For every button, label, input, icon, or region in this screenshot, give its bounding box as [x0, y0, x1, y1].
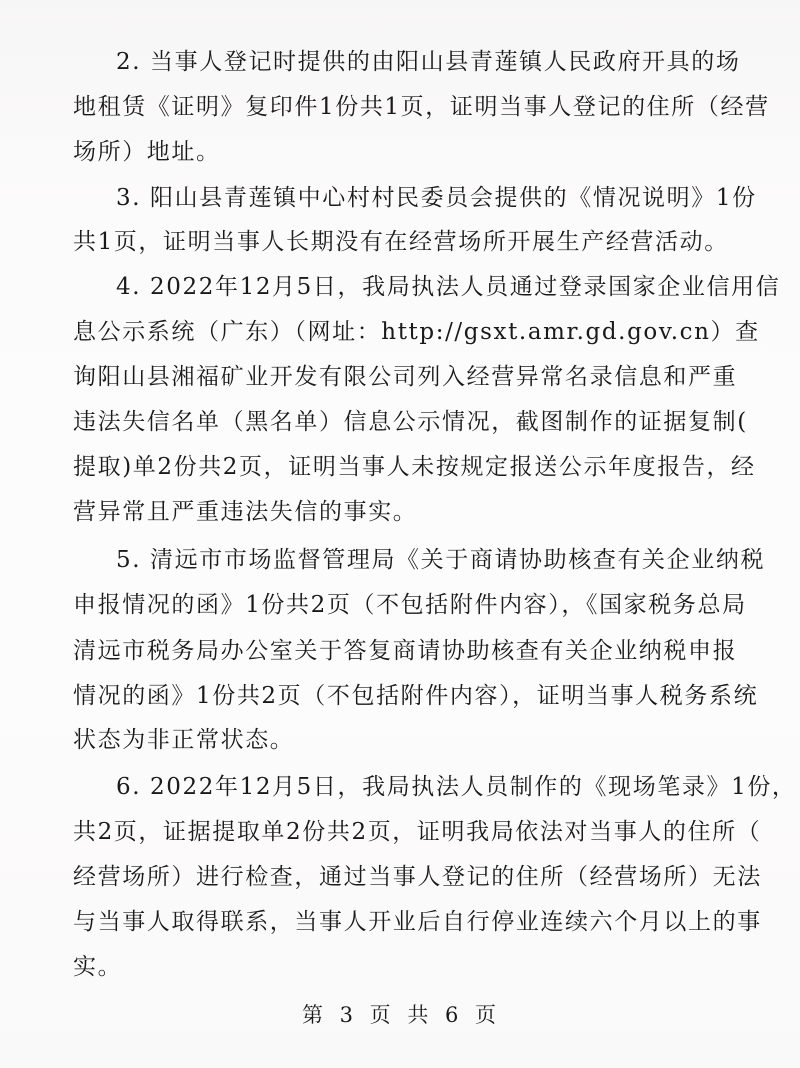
paragraph-4-line-2: 息公示系统（广东）（网址：http://gsxt.amr.gd.gov.cn）查: [73, 319, 760, 345]
paragraph-5-line-1: 5. 清远市市场监督管理局《关于商请协助核查有关企业纳税: [116, 547, 766, 573]
paragraph-2-line-1: 2. 当事人登记时提供的由阳山县青莲镇人民政府开具的场: [116, 49, 741, 75]
paragraph-6-line-5: 实。: [73, 954, 123, 980]
paragraph-3-line-2: 共1页，证明当事人长期没有在经营场所开展生产经营活动。: [73, 229, 729, 255]
paragraph-6-line-1: 6. 2022年12月5日，我局执法人员制作的《现场笔录》1份，: [116, 774, 797, 800]
paragraph-4-line-6: 营异常且严重违法失信的事实。: [73, 499, 418, 525]
paragraph-6-line-4: 与当事人取得联系，当事人开业后自行停业连续六个月以上的事: [73, 909, 762, 935]
paragraph-4-line-3: 询阳山县湘福矿业开发有限公司列入经营异常名录信息和严重: [73, 364, 738, 390]
paragraph-5-line-4: 情况的函》1份共2页（不包括附件内容），证明当事人税务系统: [73, 683, 759, 709]
paragraph-3-line-1: 3. 阳山县青莲镇中心村村民委员会提供的《情况说明》1份: [116, 185, 757, 211]
paragraph-4-line-5: 提取)单2份共2页，证明当事人未按规定报送公示年度报告，经: [73, 454, 756, 480]
paragraph-4-line-4: 违法失信名单（黑名单）信息公示情况，截图制作的证据复制(: [73, 409, 748, 435]
page-number-footer: 第 3 页 共 6 页: [301, 1003, 499, 1027]
paragraph-5-line-2: 申报情况的函》1份共2页（不包括附件内容），《国家税务总局: [73, 592, 747, 618]
paragraph-4-line-1: 4. 2022年12月5日，我局执法人员通过登录国家企业信用信: [116, 274, 781, 300]
paragraph-5-line-3: 清远市税务局办公室关于答复商请协助核查有关企业纳税申报: [73, 638, 738, 664]
paragraph-2-line-2: 地租赁《证明》复印件1份共1页，证明当事人登记的住所（经营: [73, 94, 770, 120]
paragraph-6-line-2: 共2页，证据提取单2份共2页，证明我局依法对当事人的住所（: [73, 819, 762, 845]
paragraph-6-line-3: 经营场所）进行检查，通过当事人登记的住所（经营场所）无法: [73, 864, 762, 890]
paragraph-5-line-5: 状态为非正常状态。: [73, 727, 295, 753]
paragraph-2-line-3: 场所）地址。: [73, 139, 221, 165]
